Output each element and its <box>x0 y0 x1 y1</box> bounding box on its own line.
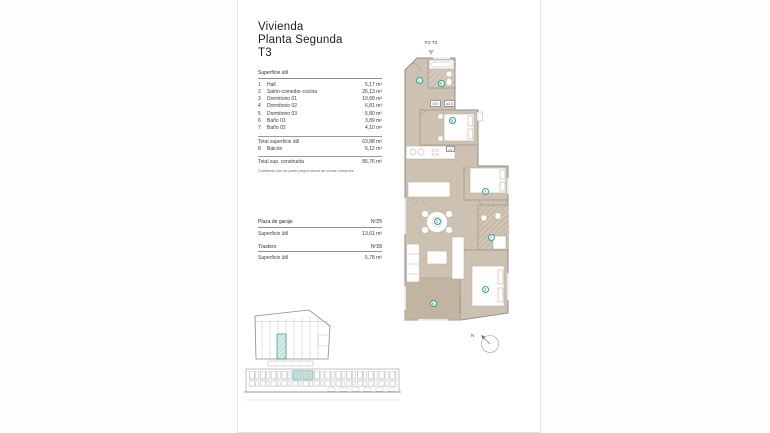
title-line-2: Planta Segunda <box>258 34 343 46</box>
compass-icon <box>476 331 502 357</box>
table-row <box>258 111 382 118</box>
title-line-1: Vivienda <box>258 21 304 33</box>
garage-header <box>258 219 382 228</box>
row-name: Baño 02 <box>267 125 286 132</box>
total-util-row <box>258 136 382 146</box>
plan-unit-label: P2 T3 <box>425 40 438 45</box>
garage-number: Nº25 <box>371 219 382 225</box>
room-marker-salon: 2 <box>434 218 441 225</box>
lvd-label: LVD <box>430 100 441 107</box>
room-marker-bano-02: 7 <box>488 234 495 241</box>
room-marker-dormitorio-02: 4 <box>482 188 489 195</box>
row-name: Balcón <box>267 145 283 152</box>
row-value: 5,17 m² <box>365 81 382 88</box>
page-title <box>258 21 343 60</box>
acs-label: ACS <box>444 100 455 107</box>
key-plan <box>251 306 335 364</box>
title-line-3: T3 <box>258 47 272 59</box>
row-num: 8 <box>258 145 261 152</box>
total-built-row <box>258 156 382 166</box>
row-value: 5,80 m² <box>365 110 382 117</box>
garage-area-value: 13,61 m² <box>362 230 382 237</box>
elevation-highlight <box>293 371 313 381</box>
storage-area-value: 5,78 m² <box>365 255 382 262</box>
balcony-row <box>258 146 382 153</box>
room-marker-dormitorio-01: 3 <box>482 286 489 293</box>
row-value: 6,81 m² <box>365 103 382 110</box>
row-name: Dormitorio 01 <box>267 96 298 103</box>
entry-arrow-icon <box>428 50 434 55</box>
total-util-value: 63,88 m² <box>362 138 382 145</box>
table-row <box>258 118 382 125</box>
storage-label: Trastero <box>258 243 277 250</box>
areas-table <box>258 70 382 174</box>
row-num: 4 <box>258 103 261 110</box>
row-name: Salón-comedor-cocina <box>267 88 318 95</box>
row-name: Baño 01 <box>267 117 286 124</box>
floor-plan <box>400 48 535 340</box>
row-name: Dormitorio 03 <box>267 110 298 117</box>
storage-area-row <box>258 255 382 262</box>
building-elevation <box>243 360 405 404</box>
areas-table-header <box>258 70 382 79</box>
lv-label: LV <box>446 146 455 152</box>
row-num: 7 <box>258 125 261 132</box>
row-num: 6 <box>258 117 261 124</box>
areas-note: Contando con su parte proporcional de zonas comunes <box>258 168 354 174</box>
row-value: 6,12 m² <box>365 145 382 152</box>
row-value: 3,89 m² <box>365 117 382 124</box>
row-name: Hall <box>267 81 276 88</box>
room-marker-dormitorio-03: 5 <box>449 117 456 124</box>
row-num: 2 <box>258 88 261 95</box>
room-marker-hall: 1 <box>416 77 423 84</box>
table-row <box>258 89 382 96</box>
storage-area-label: Superficie útil <box>258 255 289 262</box>
row-num: 3 <box>258 96 261 103</box>
total-built-value: 85,76 m² <box>362 159 382 166</box>
north-label: N <box>471 333 475 338</box>
table-row <box>258 82 382 89</box>
garage-label: Plaza de garaje <box>258 219 293 225</box>
garage-storage-table <box>258 219 382 263</box>
room-marker-bano-01: 6 <box>438 80 445 87</box>
garage-area-row <box>258 231 382 238</box>
row-name: Dormitorio 02 <box>267 103 298 110</box>
storage-number: Nº28 <box>371 243 382 250</box>
row-num: 5 <box>258 110 261 117</box>
row-value: 26,13 m² <box>362 88 382 95</box>
row-num: 1 <box>258 81 261 88</box>
table-row <box>258 103 382 110</box>
row-value: 4,10 m² <box>365 125 382 132</box>
total-util-label: Total superficie útil <box>258 138 300 145</box>
table-row <box>258 96 382 103</box>
row-value: 10,68 m² <box>362 96 382 103</box>
storage-header <box>258 244 382 253</box>
table-row <box>258 125 382 132</box>
room-marker-balcon: 8 <box>430 300 437 307</box>
areas-header-label: Superficie útil <box>258 70 289 76</box>
garage-area-label: Superficie útil <box>258 230 289 237</box>
total-built-label: Total sup. construida <box>258 159 304 166</box>
